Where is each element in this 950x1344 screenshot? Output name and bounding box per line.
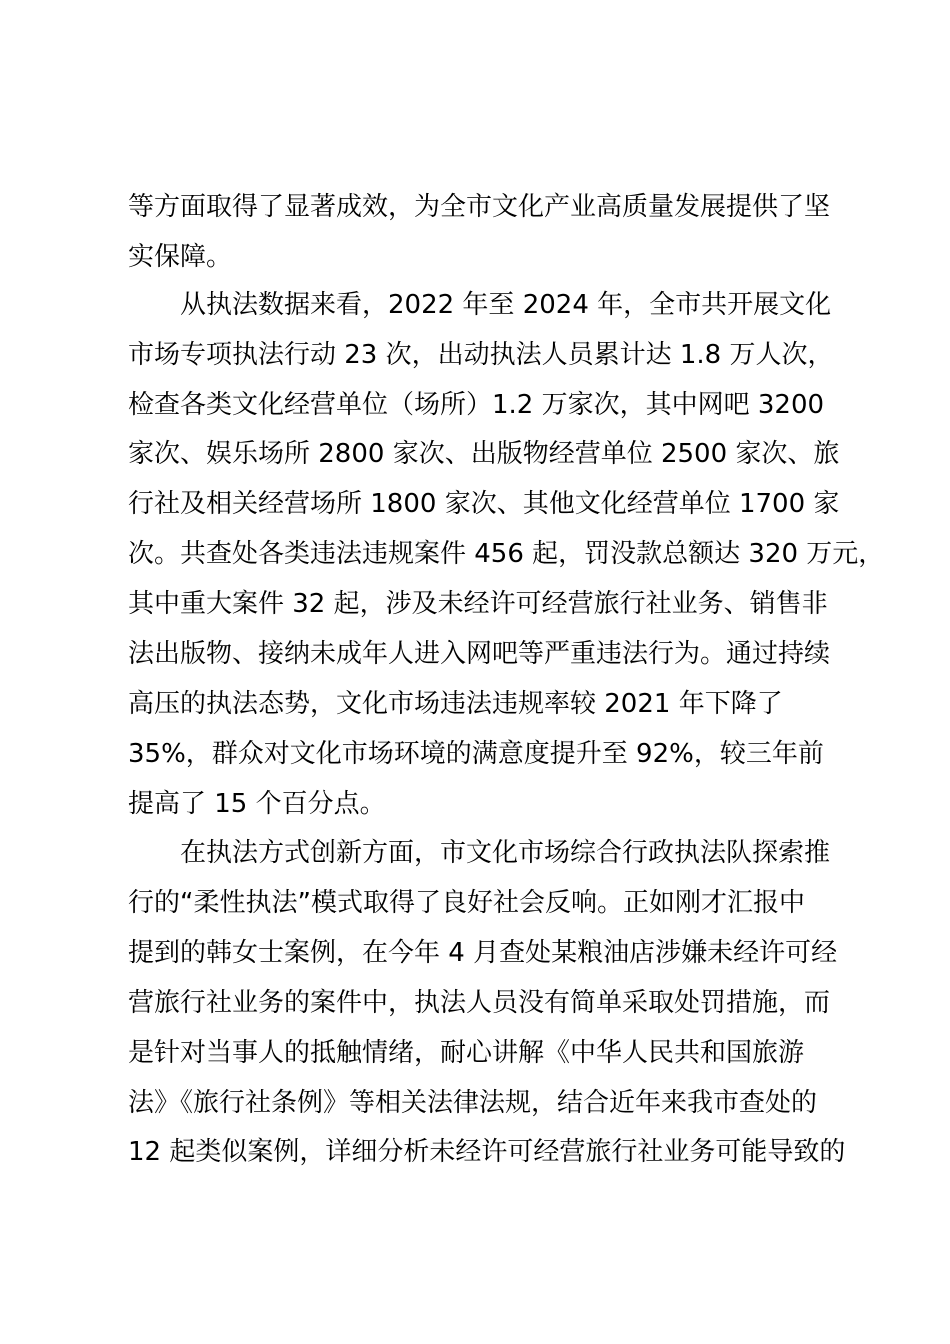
text-line-13: 提高了 15 个百分点。 <box>128 789 386 819</box>
text-line-2: 实保障。 <box>128 242 233 272</box>
text-line-3: 从执法数据来看，2022 年至 2024 年，全市共开展文化 <box>180 290 832 320</box>
text-line-5: 检查各类文化经营单位（场所）1.2 万家次，其中网吧 3200 <box>128 390 825 420</box>
text-line-16: 提到的韩女士案例，在今年 4 月查处某粮油店涉嫌未经许可经 <box>128 938 838 968</box>
text-line-14: 在执法方式创新方面，市文化市场综合行政执法队探索推 <box>180 838 831 868</box>
text-line-4: 市场专项执法行动 23 次，出动执法人员累计达 1.8 万人次， <box>128 340 834 370</box>
text-line-20: 12 起类似案例，详细分析未经许可经营旅行社业务可能导致的 <box>128 1137 846 1167</box>
text-line-15: 行的“柔性执法”模式取得了良好社会反响。正如刚才汇报中 <box>128 888 805 918</box>
text-line-9: 其中重大案件 32 起，涉及未经许可经营旅行社业务、销售非 <box>128 589 828 619</box>
text-line-8: 次。共查处各类违法违规案件 456 起，罚没款总额达 320 万元， <box>128 539 885 569</box>
text-line-19: 法》《旅行社条例》等相关法律法规，结合近年来我市查处的 <box>128 1088 818 1118</box>
text-line-6: 家次、娱乐场所 2800 家次、出版物经营单位 2500 家次、旅 <box>128 439 840 469</box>
text-line-17: 营旅行社业务的案件中，执法人员没有简单采取处罚措施，而 <box>128 988 831 1018</box>
text-line-11: 高压的执法态势，文化市场违法违规率较 2021 年下降了 <box>128 689 783 719</box>
text-line-10: 法出版物、接纳未成年人进入网吧等严重违法行为。通过持续 <box>128 639 831 669</box>
text-line-7: 行社及相关经营场所 1800 家次、其他文化经营单位 1700 家 <box>128 489 840 519</box>
text-line-18: 是针对当事人的抵触情绪，耐心讲解《中华人民共和国旅游 <box>128 1038 805 1068</box>
text-line-1: 等方面取得了显著成效，为全市文化产业高质量发展提供了坚 <box>128 192 831 222</box>
text-line-12: 35%，群众对文化市场环境的满意度提升至 92%，较三年前 <box>128 739 824 769</box>
